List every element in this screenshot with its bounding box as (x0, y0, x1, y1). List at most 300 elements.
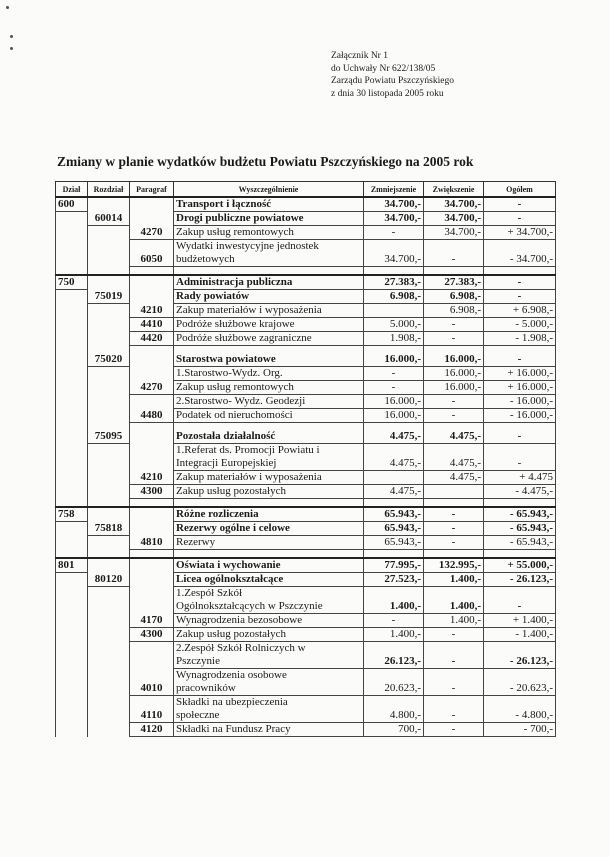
table-row (56, 573, 556, 587)
cell-zwiekszenie (424, 499, 484, 508)
cell-dzial (56, 550, 88, 559)
description-line: Integracji Europejskiej (176, 457, 277, 469)
cell-wyszczegolnienie (174, 536, 364, 550)
description-line: Zakup materiałów i wyposażenia (176, 304, 322, 316)
table-row (56, 367, 556, 381)
table-row (56, 696, 556, 723)
description-line: Oświata i wychowanie (176, 559, 281, 571)
cell-wyszczegolnienie (174, 267, 364, 276)
cell-rozdzial (88, 444, 130, 471)
cell-ogolem: + 16.000,- (484, 367, 556, 381)
cell-paragraf: 4480 (130, 409, 174, 423)
cell-dzial (56, 409, 88, 423)
table-row (56, 550, 556, 559)
cell-zmniejszenie: 77.995,- (364, 558, 424, 573)
table-row (56, 614, 556, 628)
table-row (56, 275, 556, 290)
cell-dzial (56, 267, 88, 276)
cell-zwiekszenie: 16.000,- (424, 367, 484, 381)
cell-rozdzial (88, 696, 130, 723)
cell-paragraf: 4420 (130, 332, 174, 346)
cell-zwiekszenie: 16.000,- (424, 381, 484, 395)
table-row (56, 628, 556, 642)
cell-paragraf: 4270 (130, 381, 174, 395)
cell-zwiekszenie: 34.700,- (424, 212, 484, 226)
cell-rozdzial (88, 240, 130, 267)
cell-zmniejszenie: 27.383,- (364, 275, 424, 290)
table-row (56, 723, 556, 737)
table-row (56, 240, 556, 267)
cell-dzial (56, 628, 88, 642)
cell-zwiekszenie: 1.400,- (424, 587, 484, 614)
table-row (56, 353, 556, 367)
cell-ogolem: + 34.700,- (484, 226, 556, 240)
cell-zwiekszenie: - (424, 696, 484, 723)
cell-zmniejszenie (364, 550, 424, 559)
cell-ogolem (484, 423, 556, 431)
description-line: 2.Starostwo- Wydz. Geodezji (176, 395, 306, 407)
description-line: Składki na Fundusz Pracy (176, 723, 291, 735)
scan-speck (10, 35, 13, 38)
cell-wyszczegolnienie (174, 507, 364, 522)
cell-ogolem: - 26.123,- (484, 573, 556, 587)
cell-dzial (56, 642, 88, 669)
cell-dzial (56, 669, 88, 696)
col-header-paragraf: Paragraf (130, 182, 174, 198)
cell-zwiekszenie: - (424, 318, 484, 332)
cell-zmniejszenie: 34.700,- (364, 212, 424, 226)
description-line: Rady powiatów (176, 290, 250, 302)
description-line: Podatek od nieruchomości (176, 409, 293, 421)
description-line: Rezerwy ogólne i celowe (176, 522, 290, 534)
cell-wyszczegolnienie (174, 485, 364, 499)
cell-ogolem: - 26.123,- (484, 642, 556, 669)
table-row (56, 197, 556, 212)
cell-zmniejszenie: 16.000,- (364, 395, 424, 409)
cell-zmniejszenie (364, 423, 424, 431)
cell-ogolem: - (484, 353, 556, 367)
cell-rozdzial (88, 628, 130, 642)
table-row (56, 290, 556, 304)
scan-speck (6, 6, 9, 9)
table-row (56, 558, 556, 573)
cell-wyszczegolnienie (174, 381, 364, 395)
description-line: Pszczynie (176, 655, 220, 667)
cell-paragraf: 4110 (130, 696, 174, 723)
annex-line-3: Zarządu Powiatu Pszczyńskiego (331, 76, 454, 86)
cell-ogolem: - (484, 197, 556, 212)
cell-zwiekszenie (424, 550, 484, 559)
cell-rozdzial (88, 318, 130, 332)
table-row (56, 381, 556, 395)
cell-paragraf (130, 290, 174, 304)
cell-ogolem: - 65.943,- (484, 536, 556, 550)
cell-zmniejszenie: 4.475,- (364, 430, 424, 444)
col-header-dzial: Dział (56, 182, 88, 198)
cell-rozdzial (88, 332, 130, 346)
cell-ogolem: - 700,- (484, 723, 556, 737)
cell-paragraf: 4300 (130, 628, 174, 642)
cell-rozdzial (88, 197, 130, 212)
cell-zwiekszenie: 4.475,- (424, 430, 484, 444)
cell-dzial (56, 499, 88, 508)
cell-paragraf: 4010 (130, 669, 174, 696)
cell-rozdzial: 60014 (88, 212, 130, 226)
cell-zmniejszenie: 65.943,- (364, 507, 424, 522)
table-row (56, 267, 556, 276)
cell-zmniejszenie: 20.623,- (364, 669, 424, 696)
cell-wyszczegolnienie (174, 212, 364, 226)
table-row (56, 430, 556, 444)
table-row (56, 395, 556, 409)
cell-zmniejszenie (364, 499, 424, 508)
cell-zwiekszenie: 34.700,- (424, 197, 484, 212)
cell-ogolem (484, 550, 556, 559)
cell-dzial (56, 212, 88, 226)
cell-zmniejszenie: 34.700,- (364, 197, 424, 212)
description-line: Zakup materiałów i wyposażenia (176, 471, 322, 483)
table-row (56, 471, 556, 485)
table-row (56, 669, 556, 696)
cell-zwiekszenie: 6.908,- (424, 304, 484, 318)
cell-wyszczegolnienie (174, 444, 364, 471)
document-title: Zmiany w planie wydatków budżetu Powiatu Pszczyńskiego na 2005 rok (57, 154, 474, 169)
cell-zmniejszenie: 5.000,- (364, 318, 424, 332)
cell-zwiekszenie: 1.400,- (424, 573, 484, 587)
description-line: Wynagrodzenia osobowe (176, 669, 287, 681)
cell-ogolem: - (484, 430, 556, 444)
cell-ogolem: + 6.908,- (484, 304, 556, 318)
table-row (56, 346, 556, 354)
description-line: 2.Zespół Szkół Rolniczych w (176, 642, 306, 654)
cell-rozdzial: 75095 (88, 430, 130, 444)
description-line: Różne rozliczenia (176, 508, 259, 520)
cell-ogolem (484, 499, 556, 508)
cell-zwiekszenie (424, 267, 484, 276)
description-line: Zakup usług remontowych (176, 226, 294, 238)
cell-wyszczegolnienie (174, 522, 364, 536)
cell-paragraf: 4170 (130, 614, 174, 628)
cell-rozdzial (88, 536, 130, 550)
cell-zmniejszenie: - (364, 381, 424, 395)
cell-wyszczegolnienie (174, 332, 364, 346)
cell-dzial (56, 444, 88, 471)
cell-dzial (56, 430, 88, 444)
cell-rozdzial (88, 642, 130, 669)
cell-wyszczegolnienie (174, 696, 364, 723)
cell-zmniejszenie: 4.800,- (364, 696, 424, 723)
description-line: 1.Starostwo-Wydz. Org. (176, 367, 283, 379)
table-row (56, 507, 556, 522)
cell-paragraf (130, 573, 174, 587)
cell-dzial: 750 (56, 275, 88, 290)
cell-zmniejszenie: 4.475,- (364, 444, 424, 471)
cell-ogolem: - 4.800,- (484, 696, 556, 723)
cell-wyszczegolnienie (174, 197, 364, 212)
cell-paragraf (130, 550, 174, 559)
cell-wyszczegolnienie (174, 346, 364, 354)
cell-dzial (56, 304, 88, 318)
table-row (56, 522, 556, 536)
cell-zwiekszenie (424, 485, 484, 499)
table-row (56, 332, 556, 346)
description-line: 1.Zespół Szkół (176, 587, 242, 599)
cell-zwiekszenie: 1.400,- (424, 614, 484, 628)
cell-zmniejszenie: 1.400,- (364, 628, 424, 642)
cell-dzial (56, 332, 88, 346)
description-line: Zakup usług pozostałych (176, 485, 286, 497)
cell-dzial (56, 587, 88, 614)
cell-paragraf (130, 423, 174, 431)
cell-dzial (56, 290, 88, 304)
cell-paragraf: 4210 (130, 304, 174, 318)
cell-zmniejszenie: - (364, 614, 424, 628)
cell-wyszczegolnienie (174, 558, 364, 573)
cell-ogolem: - (484, 275, 556, 290)
cell-paragraf: 6050 (130, 240, 174, 267)
cell-zmniejszenie (364, 267, 424, 276)
table-row (56, 444, 556, 471)
table-row (56, 587, 556, 614)
cell-paragraf (130, 444, 174, 471)
cell-rozdzial (88, 226, 130, 240)
cell-ogolem: - (484, 212, 556, 226)
table-row (56, 485, 556, 499)
cell-ogolem (484, 346, 556, 354)
cell-paragraf: 4300 (130, 485, 174, 499)
cell-paragraf (130, 212, 174, 226)
cell-zwiekszenie: 34.700,- (424, 226, 484, 240)
cell-dzial (56, 573, 88, 587)
cell-rozdzial (88, 471, 130, 485)
cell-paragraf: 4270 (130, 226, 174, 240)
cell-dzial: 600 (56, 197, 88, 212)
cell-rozdzial (88, 423, 130, 431)
cell-dzial (56, 614, 88, 628)
cell-zmniejszenie: 1.400,- (364, 587, 424, 614)
cell-zwiekszenie: 4.475,- (424, 444, 484, 471)
cell-ogolem: - (484, 444, 556, 471)
col-header-rozdzial: Rozdział (88, 182, 130, 198)
table-header-row (56, 182, 556, 198)
cell-paragraf (130, 197, 174, 212)
cell-dzial (56, 381, 88, 395)
description-line: Wynagrodzenia bezosobowe (176, 614, 303, 626)
cell-paragraf: 4410 (130, 318, 174, 332)
cell-rozdzial (88, 669, 130, 696)
annex-line-1: Załącznik Nr 1 (331, 51, 388, 61)
table-row (56, 642, 556, 669)
cell-wyszczegolnienie (174, 353, 364, 367)
table-row (56, 212, 556, 226)
cell-ogolem: - 20.623,- (484, 669, 556, 696)
cell-ogolem: - 16.000,- (484, 409, 556, 423)
cell-paragraf (130, 267, 174, 276)
cell-zmniejszenie: 27.523,- (364, 573, 424, 587)
cell-dzial (56, 471, 88, 485)
table-row (56, 423, 556, 431)
budget-table (55, 181, 556, 737)
cell-rozdzial (88, 614, 130, 628)
cell-ogolem: + 1.400,- (484, 614, 556, 628)
cell-zwiekszenie: - (424, 669, 484, 696)
cell-dzial (56, 353, 88, 367)
table-row (56, 499, 556, 508)
cell-ogolem (484, 267, 556, 276)
cell-dzial (56, 395, 88, 409)
cell-zwiekszenie: - (424, 522, 484, 536)
cell-rozdzial (88, 381, 130, 395)
cell-zmniejszenie: 34.700,- (364, 240, 424, 267)
cell-zmniejszenie: 65.943,- (364, 522, 424, 536)
annex-line-4: z dnia 30 listopada 2005 roku (331, 88, 444, 99)
cell-rozdzial (88, 275, 130, 290)
cell-zmniejszenie: 65.943,- (364, 536, 424, 550)
description-line: budżetowych (176, 253, 235, 265)
cell-dzial (56, 226, 88, 240)
cell-paragraf (130, 522, 174, 536)
col-header-wyszczegolnienie: Wyszczególnienie (174, 182, 364, 198)
cell-zmniejszenie: 16.000,- (364, 409, 424, 423)
cell-wyszczegolnienie (174, 275, 364, 290)
cell-zwiekszenie: 4.475,- (424, 471, 484, 485)
cell-rozdzial (88, 409, 130, 423)
annex-header (331, 50, 454, 100)
cell-dzial (56, 240, 88, 267)
cell-paragraf (130, 430, 174, 444)
cell-dzial (56, 367, 88, 381)
cell-wyszczegolnienie (174, 395, 364, 409)
cell-zmniejszenie: 700,- (364, 723, 424, 737)
table-row (56, 226, 556, 240)
description-line: Podróże służbowe krajowe (176, 318, 295, 330)
cell-zwiekszenie: - (424, 409, 484, 423)
cell-dzial (56, 485, 88, 499)
cell-zmniejszenie: 26.123,- (364, 642, 424, 669)
description-line: Rezerwy (176, 536, 216, 548)
cell-zmniejszenie: 16.000,- (364, 353, 424, 367)
cell-zwiekszenie: - (424, 628, 484, 642)
cell-dzial: 758 (56, 507, 88, 522)
cell-wyszczegolnienie (174, 304, 364, 318)
cell-ogolem: + 55.000,- (484, 558, 556, 573)
cell-dzial (56, 723, 88, 737)
cell-rozdzial (88, 395, 130, 409)
cell-dzial (56, 318, 88, 332)
description-line: Drogi publiczne powiatowe (176, 212, 304, 224)
description-line: pracowników (176, 682, 236, 694)
cell-wyszczegolnienie (174, 499, 364, 508)
description-line: Wydatki inwestycyjne jednostek (176, 240, 319, 252)
cell-rozdzial (88, 367, 130, 381)
cell-zmniejszenie: - (364, 226, 424, 240)
cell-zwiekszenie (424, 423, 484, 431)
cell-wyszczegolnienie (174, 409, 364, 423)
table-body (56, 197, 556, 737)
cell-zmniejszenie (364, 304, 424, 318)
cell-paragraf (130, 499, 174, 508)
cell-zwiekszenie: 27.383,- (424, 275, 484, 290)
cell-rozdzial (88, 485, 130, 499)
cell-paragraf (130, 346, 174, 354)
cell-zwiekszenie: - (424, 536, 484, 550)
cell-zmniejszenie: 6.908,- (364, 290, 424, 304)
cell-zwiekszenie: 6.908,- (424, 290, 484, 304)
cell-paragraf (130, 367, 174, 381)
cell-wyszczegolnienie (174, 240, 364, 267)
description-line: Zakup usług pozostałych (176, 628, 286, 640)
cell-zmniejszenie: 4.475,- (364, 485, 424, 499)
cell-ogolem: - 4.475,- (484, 485, 556, 499)
table-row (56, 409, 556, 423)
cell-ogolem: - 16.000,- (484, 395, 556, 409)
cell-wyszczegolnienie (174, 423, 364, 431)
cell-ogolem: - 34.700,- (484, 240, 556, 267)
cell-wyszczegolnienie (174, 642, 364, 669)
cell-ogolem: - 65.943,- (484, 507, 556, 522)
description-line: Starostwa powiatowe (176, 353, 276, 365)
cell-rozdzial (88, 499, 130, 508)
description-line: 1.Referat ds. Promocji Powiatu i (176, 444, 320, 456)
description-line: Składki na ubezpieczenia (176, 696, 288, 708)
cell-ogolem: + 16.000,- (484, 381, 556, 395)
cell-zwiekszenie (424, 346, 484, 354)
cell-rozdzial (88, 267, 130, 276)
cell-paragraf (130, 587, 174, 614)
cell-dzial (56, 536, 88, 550)
cell-dzial (56, 696, 88, 723)
cell-zwiekszenie: - (424, 395, 484, 409)
cell-paragraf: 4810 (130, 536, 174, 550)
cell-dzial (56, 346, 88, 354)
description-line: Zakup usług remontowych (176, 381, 294, 393)
cell-wyszczegolnienie (174, 318, 364, 332)
cell-ogolem: - 5.000,- (484, 318, 556, 332)
cell-zwiekszenie: - (424, 507, 484, 522)
cell-zwiekszenie: - (424, 332, 484, 346)
cell-paragraf (130, 558, 174, 573)
description-line: Licea ogólnokształcące (176, 573, 284, 585)
cell-rozdzial: 75019 (88, 290, 130, 304)
cell-ogolem: + 4.475 (484, 471, 556, 485)
cell-wyszczegolnienie (174, 226, 364, 240)
cell-ogolem: - (484, 290, 556, 304)
cell-rozdzial (88, 723, 130, 737)
cell-wyszczegolnienie (174, 290, 364, 304)
cell-wyszczegolnienie (174, 471, 364, 485)
cell-zwiekszenie: - (424, 240, 484, 267)
cell-ogolem: - 65.943,- (484, 522, 556, 536)
description-line: Ogólnokształcących w Pszczynie (176, 600, 323, 612)
cell-wyszczegolnienie (174, 430, 364, 444)
cell-rozdzial (88, 558, 130, 573)
cell-rozdzial: 75020 (88, 353, 130, 367)
cell-ogolem: - 1.908,- (484, 332, 556, 346)
cell-dzial (56, 522, 88, 536)
cell-rozdzial: 80120 (88, 573, 130, 587)
cell-wyszczegolnienie (174, 573, 364, 587)
cell-zmniejszenie (364, 471, 424, 485)
col-header-zmniejszenie: Zmniejszenie (364, 182, 424, 198)
cell-paragraf (130, 642, 174, 669)
description-line: Transport i łączność (176, 198, 272, 210)
cell-ogolem: - (484, 587, 556, 614)
cell-rozdzial (88, 507, 130, 522)
cell-paragraf (130, 395, 174, 409)
cell-rozdzial: 75818 (88, 522, 130, 536)
col-header-zwiekszenie: Zwiększenie (424, 182, 484, 198)
description-line: społeczne (176, 709, 220, 721)
